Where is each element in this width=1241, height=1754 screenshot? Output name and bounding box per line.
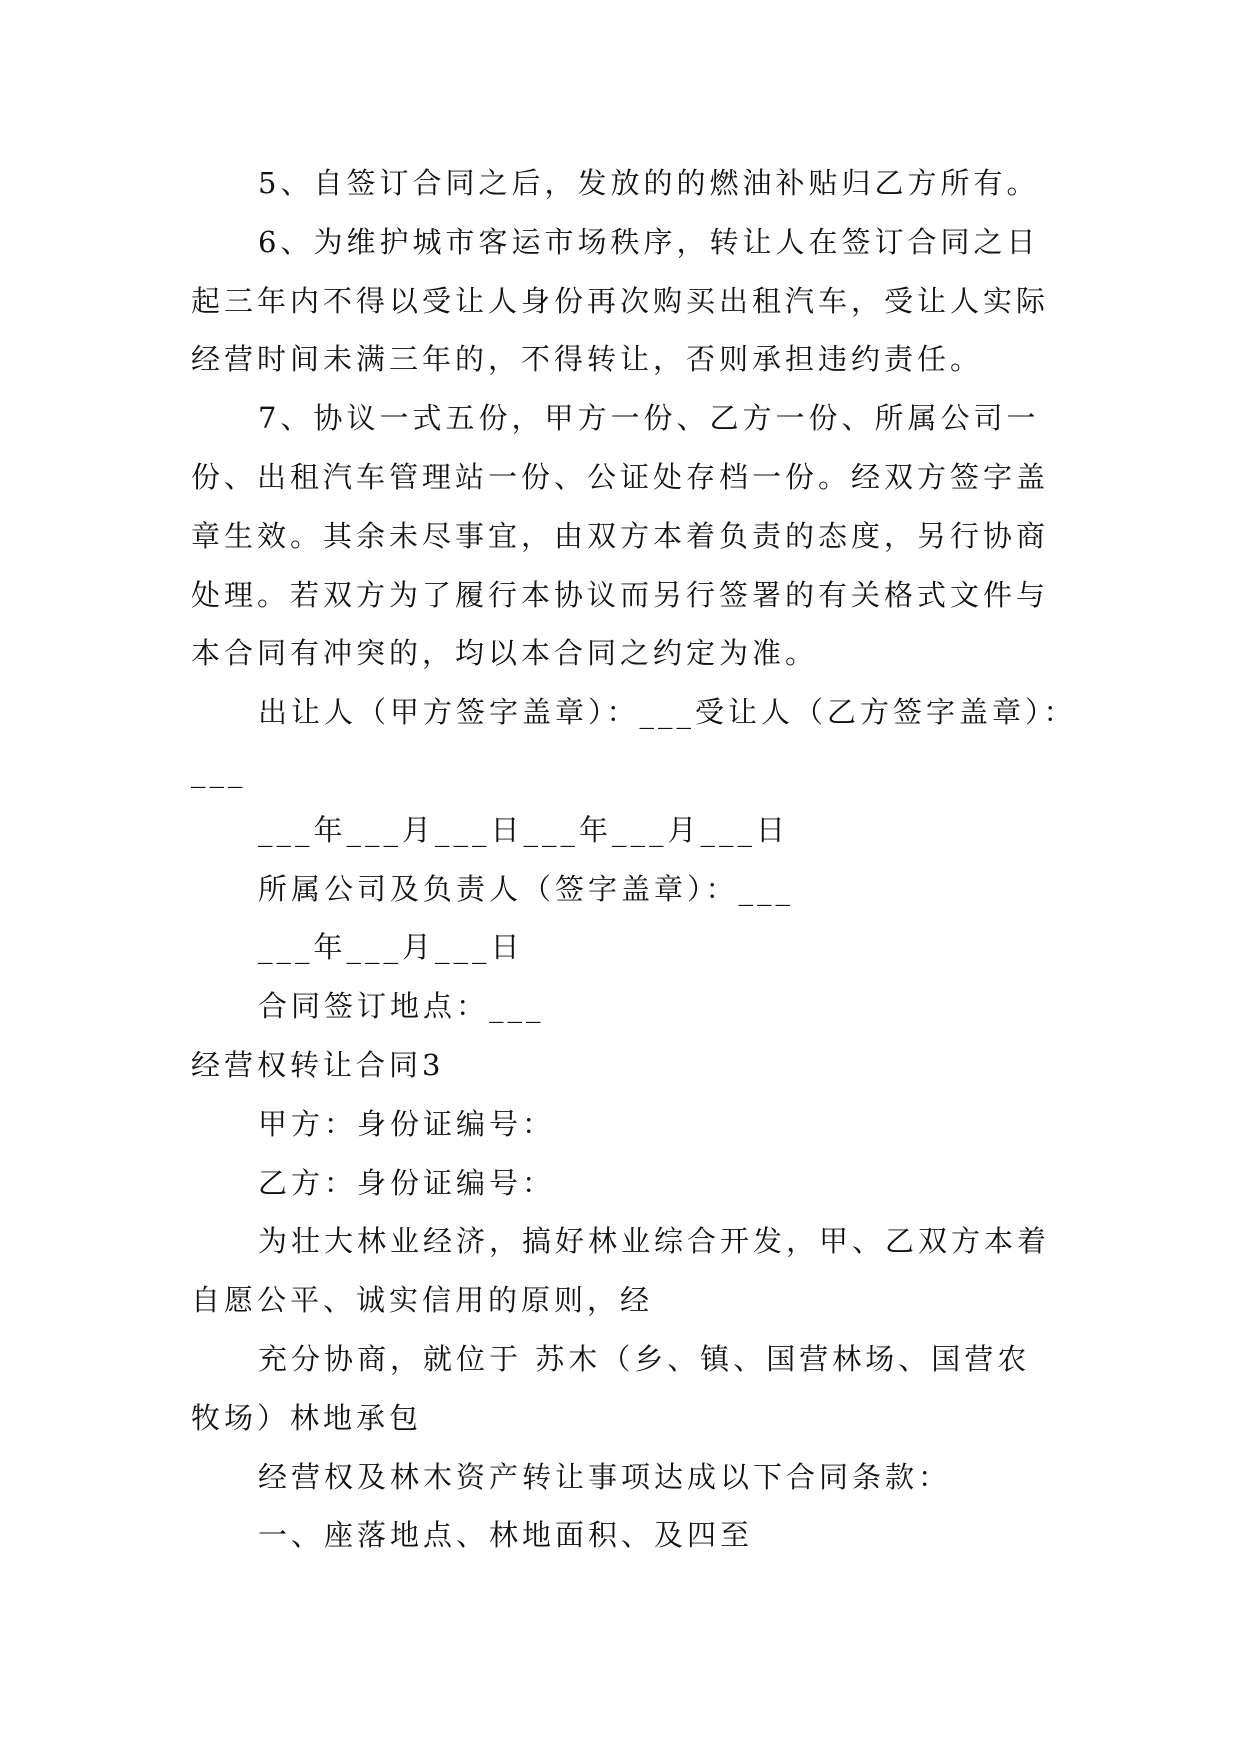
party-a-id: 甲方：身份证编号： [258, 1106, 556, 1141]
paragraph-line: 自愿公平、诚实信用的原则，经 [191, 1283, 654, 1318]
signing-place: 合同签订地点：___ [258, 989, 545, 1024]
paragraph-line: 经营权及林木资产转让事项达成以下合同条款： [258, 1459, 952, 1494]
clause-paragraph [191, 213, 1191, 389]
paragraph-line: 牧场）林地承包 [191, 1400, 423, 1435]
clause-line: 5、自签订合同之后，发放的的燃油补贴归乙方所有。 [258, 166, 1040, 200]
clause-line: 7、协议一式五份，甲方一份、乙方一份、所属公司一 [258, 401, 1040, 436]
clause-line: 本合同有冲突的，均以本合同之约定为准。 [191, 636, 819, 671]
signature-block [191, 683, 1191, 1036]
clause-line: 处理。若双方为了履行本协议而另行签署的有关格式文件与 [191, 577, 1050, 612]
clause-paragraph [191, 154, 1191, 213]
paragraph [191, 1212, 1191, 1330]
section-heading: 一、座落地点、林地面积、及四至 [258, 1518, 754, 1553]
contract-title: 经营权转让合同3 [191, 1047, 445, 1082]
clause-line: 份、出租汽车管理站一份、公证处存档一份。经双方签字盖 [191, 459, 1050, 494]
signature-parties: 出让人（甲方签字盖章）：___受让人（乙方签字盖章）： [258, 695, 1077, 730]
paragraph-line: 充分协商，就位于 苏木（乡、镇、国营林场、国营农 [258, 1341, 1031, 1376]
signature-parties-blank: ___ [191, 753, 247, 788]
paragraph [191, 1506, 1191, 1565]
clause-line: 6、为维护城市客运市场秩序，转让人在签订合同之日 [258, 224, 1040, 259]
paragraph [191, 1330, 1191, 1448]
company-signature: 所属公司及负责人（签字盖章）：___ [258, 871, 795, 906]
paragraph [191, 1448, 1191, 1507]
paragraph-line: 为壮大林业经济，搞好林业综合开发，甲、乙双方本着 [258, 1224, 1051, 1259]
company-signature-date: ___年___月___日 [258, 930, 524, 965]
clause-line: 经营时间未满三年的，不得转让，否则承担违约责任。 [191, 342, 984, 377]
party-b-id: 乙方：身份证编号： [258, 1165, 556, 1200]
document-body [191, 154, 1191, 1565]
clause-line: 章生效。其余未尽事宜，由双方本着负责的态度，另行协商 [191, 518, 1050, 553]
signature-date: ___年___月___日___年___月___日 [258, 812, 790, 847]
clause-line: 起三年内不得以受让人身份再次购买出租汽车，受让人实际 [191, 283, 1050, 318]
clause-paragraph [191, 389, 1191, 683]
